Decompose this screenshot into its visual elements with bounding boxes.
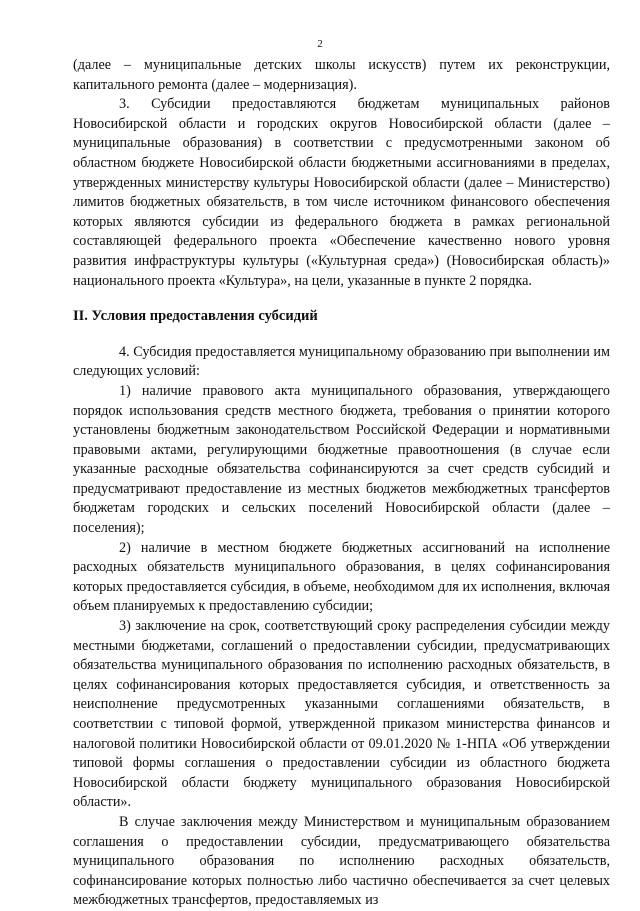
paragraph-continuation: (далее – муниципальные детских школы искусств) путем их реконструкции, капитального ремонта (далее – модернизация). — [73, 57, 610, 93]
document-body — [73, 56, 610, 911]
paragraph-condition-1: 1) наличие правового акта муниципального образования, утверждающего порядок использования средств местного бюджета, требования о принятии которого установлены бюджетным законодательством Российской Федерации и нормативными правовыми актами, регулирующими бюджетные правоотношения (в случае если указанные расходные обязательства софинансируются за счет средств субсидий и предусматривают предоставление из местных бюджетов межбюджетных трансфертов бюджетам городских и сельских поселений Новосибирской области (далее – поселения); — [73, 382, 610, 537]
section-heading: II. Условия предоставления субсидий — [73, 308, 318, 325]
paragraph-item-4: 4. Субсидия предоставляется муниципальному образованию при выполнении им следующих условий: — [73, 343, 610, 380]
page-number: 2 — [317, 38, 323, 50]
paragraph-agreement-case: В случае заключения между Министерством и муниципальным образованием соглашения о предоставлении субсидии, предусматривающего обязательства муниципального образования по исполнению расходных обязательств, софинансирование которых полностью либо частично обеспечивается за счет целевых межбюджетных трансфертов, предоставляемых из — [73, 813, 610, 909]
paragraph-item-3: 3. Субсидии предоставляются бюджетам муниципальных районов Новосибирской области и городских округов Новосибирской области (далее – муниципальные образования) в соответствии с предусмотренными законом об областном бюджете Новосибирской области бюджетными ассигнованиями в пределах, утвержденных министерству культуры Новосибирской области (далее – Министерство) лимитов бюджетных обязательств, в том числе источником финансового обеспечения которых являются субсидии из федерального бюджета в рамках региональной составляющей федерального проекта «Обеспечение качественно нового уровня развития инфраструктуры культуры («Культурная среда») (Новосибирская область)» национального проекта «Культура», на цели, указанные в пункте 2 порядка. — [73, 96, 610, 289]
paragraph-condition-2: 2) наличие в местном бюджете бюджетных ассигнований на исполнение расходных обязательств муниципального образования, в целях софинансирования которых предоставляется субсидия, в объеме, необходимом для их исполнения, включая объем планируемых к предоставлению субсидии; — [73, 539, 610, 615]
paragraph-condition-3: 3) заключение на срок, соответствующий сроку распределения субсидии между местными бюджетами, соглашений о предоставлении субсидии, предусматривающих обязательства муниципального образования по исполнению расходных обязательств, в целях софинансирования которых предоставляется субсидия, и ответственность за неисполнение предусмотренных указанными соглашениями обязательств, в соответствии с типовой формой, утвержденной приказом министерства финансов и налоговой политики Новосибирской области от 09.01.2020 № 1-НПА «Об утверждении типовой формы соглашения о предоставлении субсидии из областного бюджета Новосибирской области бюджету муниципального образования Новосибирской области». — [73, 618, 610, 811]
